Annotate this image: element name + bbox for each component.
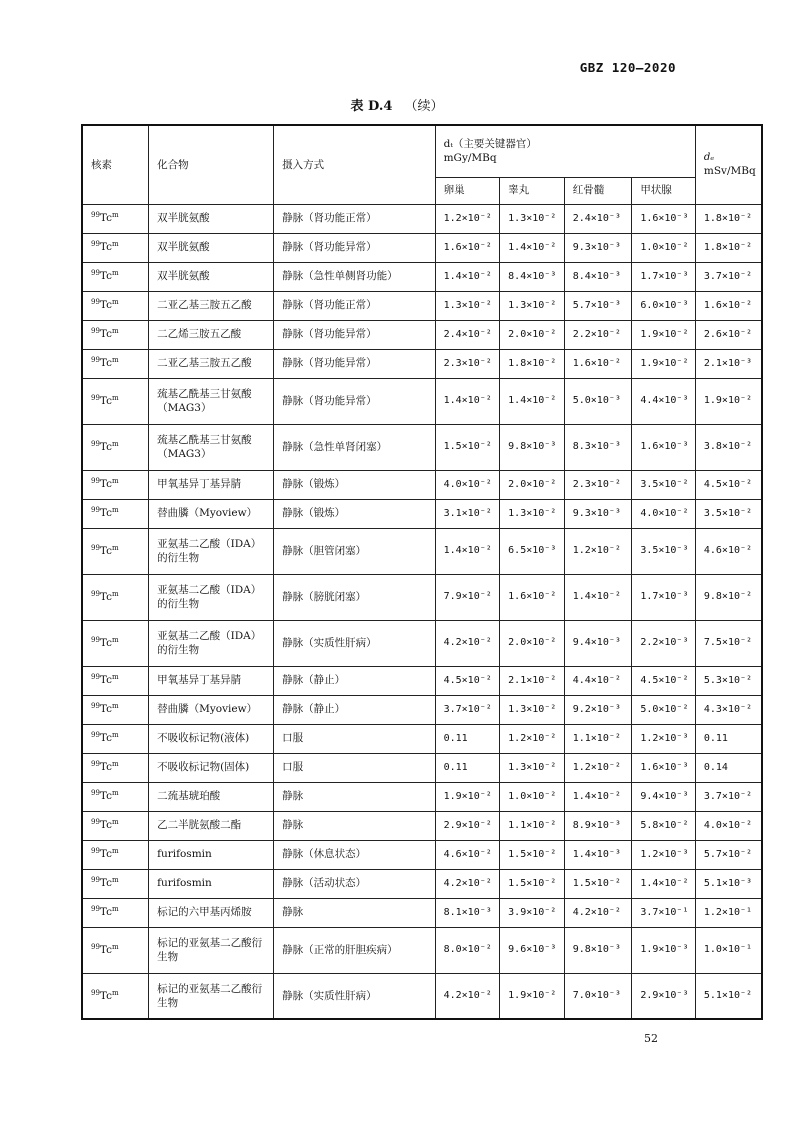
cell-ovary: 2.4×10⁻² xyxy=(435,320,500,349)
cell-effective-dose: 7.5×10⁻² xyxy=(695,620,762,666)
header-effective-unit: mSv/MBq xyxy=(703,165,756,178)
cell-compound: 亚氨基二乙酸（IDA）的衍生物 xyxy=(149,528,274,574)
cell-compound: 亚氨基二乙酸（IDA）的衍生物 xyxy=(149,620,274,666)
cell-compound: 不吸收标记物(固体) xyxy=(149,753,274,782)
cell-red-marrow: 1.5×10⁻² xyxy=(564,869,632,898)
cell-effective-dose: 1.6×10⁻² xyxy=(695,291,762,320)
table-caption-label: 表 D.4 xyxy=(350,99,393,114)
cell-red-marrow: 1.2×10⁻² xyxy=(564,528,632,574)
cell-effective-dose: 5.1×10⁻³ xyxy=(695,869,762,898)
table-row xyxy=(82,695,762,724)
cell-testis: 1.4×10⁻² xyxy=(500,378,565,424)
table-row xyxy=(82,470,762,499)
cell-thyroid: 1.9×10⁻² xyxy=(632,349,696,378)
cell-ovary: 1.6×10⁻² xyxy=(435,233,500,262)
table-row xyxy=(82,262,762,291)
cell-effective-dose: 1.9×10⁻² xyxy=(695,378,762,424)
cell-nuclide: $^{99}$Tc$^m$ xyxy=(82,499,149,528)
cell-nuclide: $^{99}$Tc$^m$ xyxy=(82,320,149,349)
cell-thyroid: 5.0×10⁻² xyxy=(632,695,696,724)
cell-red-marrow: 1.4×10⁻² xyxy=(564,782,632,811)
cell-thyroid: 1.9×10⁻² xyxy=(632,320,696,349)
cell-route: 静脉（膀胱闭塞） xyxy=(274,574,435,620)
table-row xyxy=(82,840,762,869)
cell-route: 静脉（休息状态） xyxy=(274,840,435,869)
header-red-marrow: 红骨髓 xyxy=(564,177,632,204)
table-row xyxy=(82,782,762,811)
cell-thyroid: 1.2×10⁻³ xyxy=(632,724,696,753)
cell-nuclide: $^{99}$Tc$^m$ xyxy=(82,666,149,695)
cell-ovary: 4.6×10⁻² xyxy=(435,840,500,869)
cell-red-marrow: 9.2×10⁻³ xyxy=(564,695,632,724)
cell-effective-dose: 9.8×10⁻² xyxy=(695,574,762,620)
cell-compound: furifosmin xyxy=(149,869,274,898)
cell-compound: 二巯基琥珀酸 xyxy=(149,782,274,811)
table-row xyxy=(82,499,762,528)
table-row xyxy=(82,233,762,262)
cell-effective-dose: 5.7×10⁻² xyxy=(695,840,762,869)
cell-compound: 替曲膦（Myoview） xyxy=(149,695,274,724)
cell-ovary: 3.7×10⁻² xyxy=(435,695,500,724)
cell-compound: 甲氧基异丁基异腈 xyxy=(149,666,274,695)
cell-route: 静脉（肾功能正常） xyxy=(274,204,435,233)
cell-thyroid: 1.6×10⁻³ xyxy=(632,424,696,470)
cell-testis: 8.4×10⁻³ xyxy=(500,262,565,291)
table-row xyxy=(82,320,762,349)
cell-effective-dose: 4.3×10⁻² xyxy=(695,695,762,724)
table-row xyxy=(82,378,762,424)
cell-effective-dose: 0.14 xyxy=(695,753,762,782)
header-effective-symbol: dₑ xyxy=(703,151,715,163)
cell-nuclide: $^{99}$Tc$^m$ xyxy=(82,378,149,424)
cell-ovary: 8.1×10⁻³ xyxy=(435,898,500,927)
cell-red-marrow: 1.4×10⁻³ xyxy=(564,840,632,869)
cell-compound: 标记的亚氨基二乙酸衍生物 xyxy=(149,927,274,973)
cell-effective-dose: 4.6×10⁻² xyxy=(695,528,762,574)
cell-route: 静脉（静止） xyxy=(274,666,435,695)
cell-testis: 1.5×10⁻² xyxy=(500,840,565,869)
cell-compound: 双半胱氨酸 xyxy=(149,233,274,262)
cell-ovary: 7.9×10⁻² xyxy=(435,574,500,620)
cell-route: 静脉 xyxy=(274,811,435,840)
cell-route: 静脉（胆管闭塞） xyxy=(274,528,435,574)
cell-testis: 2.0×10⁻² xyxy=(500,470,565,499)
cell-testis: 1.6×10⁻² xyxy=(500,574,565,620)
cell-red-marrow: 5.7×10⁻³ xyxy=(564,291,632,320)
cell-nuclide: $^{99}$Tc$^m$ xyxy=(82,840,149,869)
cell-effective-dose: 2.6×10⁻² xyxy=(695,320,762,349)
cell-compound: 二乙烯三胺五乙酸 xyxy=(149,320,274,349)
cell-effective-dose: 1.8×10⁻² xyxy=(695,204,762,233)
cell-route: 静脉（急性单侧肾功能） xyxy=(274,262,435,291)
cell-thyroid: 1.7×10⁻³ xyxy=(632,574,696,620)
cell-ovary: 4.5×10⁻² xyxy=(435,666,500,695)
cell-nuclide: $^{99}$Tc$^m$ xyxy=(82,470,149,499)
cell-nuclide: $^{99}$Tc$^m$ xyxy=(82,753,149,782)
cell-ovary: 3.1×10⁻² xyxy=(435,499,500,528)
cell-route: 静脉（肾功能正常） xyxy=(274,291,435,320)
header-thyroid: 甲状腺 xyxy=(632,177,696,204)
cell-effective-dose: 4.5×10⁻² xyxy=(695,470,762,499)
cell-compound: 双半胱氨酸 xyxy=(149,204,274,233)
cell-route: 口服 xyxy=(274,753,435,782)
table-row xyxy=(82,620,762,666)
cell-testis: 1.0×10⁻² xyxy=(500,782,565,811)
cell-testis: 2.1×10⁻² xyxy=(500,666,565,695)
cell-effective-dose: 1.8×10⁻² xyxy=(695,233,762,262)
cell-testis: 1.5×10⁻² xyxy=(500,869,565,898)
cell-red-marrow: 5.0×10⁻³ xyxy=(564,378,632,424)
cell-ovary: 2.3×10⁻² xyxy=(435,349,500,378)
cell-ovary: 8.0×10⁻² xyxy=(435,927,500,973)
table-body xyxy=(82,204,762,1019)
table-row xyxy=(82,927,762,973)
cell-compound: 不吸收标记物(液体) xyxy=(149,724,274,753)
cell-effective-dose: 2.1×10⁻³ xyxy=(695,349,762,378)
cell-red-marrow: 2.4×10⁻³ xyxy=(564,204,632,233)
table-caption xyxy=(0,95,794,114)
cell-nuclide: $^{99}$Tc$^m$ xyxy=(82,620,149,666)
cell-thyroid: 1.6×10⁻³ xyxy=(632,753,696,782)
cell-testis: 1.3×10⁻² xyxy=(500,753,565,782)
cell-red-marrow: 1.4×10⁻² xyxy=(564,574,632,620)
cell-compound: 巯基乙酰基三甘氨酸（MAG3） xyxy=(149,378,274,424)
cell-thyroid: 2.9×10⁻³ xyxy=(632,973,696,1019)
cell-compound: 标记的六甲基丙烯胺 xyxy=(149,898,274,927)
cell-testis: 1.3×10⁻² xyxy=(500,204,565,233)
cell-red-marrow: 9.4×10⁻³ xyxy=(564,620,632,666)
cell-thyroid: 3.5×10⁻² xyxy=(632,470,696,499)
cell-route: 静脉（急性单肾闭塞） xyxy=(274,424,435,470)
cell-ovary: 1.9×10⁻² xyxy=(435,782,500,811)
cell-route: 静脉（正常的肝胆疾病） xyxy=(274,927,435,973)
cell-thyroid: 6.0×10⁻³ xyxy=(632,291,696,320)
cell-effective-dose: 0.11 xyxy=(695,724,762,753)
cell-thyroid: 1.9×10⁻³ xyxy=(632,927,696,973)
cell-ovary: 1.4×10⁻² xyxy=(435,262,500,291)
cell-ovary: 1.4×10⁻² xyxy=(435,378,500,424)
cell-effective-dose: 1.2×10⁻¹ xyxy=(695,898,762,927)
cell-compound: 标记的亚氨基二乙酸衍生物 xyxy=(149,973,274,1019)
cell-thyroid: 9.4×10⁻³ xyxy=(632,782,696,811)
cell-route: 静脉（锻炼） xyxy=(274,470,435,499)
cell-compound: furifosmin xyxy=(149,840,274,869)
cell-testis: 1.3×10⁻² xyxy=(500,695,565,724)
cell-compound: 双半胱氨酸 xyxy=(149,262,274,291)
cell-red-marrow: 7.0×10⁻³ xyxy=(564,973,632,1019)
cell-nuclide: $^{99}$Tc$^m$ xyxy=(82,424,149,470)
cell-route: 静脉 xyxy=(274,898,435,927)
table-row xyxy=(82,973,762,1019)
cell-effective-dose: 3.8×10⁻² xyxy=(695,424,762,470)
cell-nuclide: $^{99}$Tc$^m$ xyxy=(82,574,149,620)
cell-red-marrow: 2.3×10⁻² xyxy=(564,470,632,499)
table-row xyxy=(82,666,762,695)
cell-thyroid: 1.0×10⁻² xyxy=(632,233,696,262)
cell-testis: 1.1×10⁻² xyxy=(500,811,565,840)
cell-nuclide: $^{99}$Tc$^m$ xyxy=(82,291,149,320)
cell-red-marrow: 2.2×10⁻² xyxy=(564,320,632,349)
cell-red-marrow: 1.1×10⁻² xyxy=(564,724,632,753)
cell-effective-dose: 5.1×10⁻² xyxy=(695,973,762,1019)
cell-testis: 1.3×10⁻² xyxy=(500,499,565,528)
cell-red-marrow: 9.3×10⁻³ xyxy=(564,499,632,528)
cell-testis: 1.4×10⁻² xyxy=(500,233,565,262)
cell-thyroid: 1.4×10⁻² xyxy=(632,869,696,898)
cell-route: 口服 xyxy=(274,724,435,753)
cell-effective-dose: 3.5×10⁻² xyxy=(695,499,762,528)
cell-thyroid: 4.5×10⁻² xyxy=(632,666,696,695)
cell-ovary: 0.11 xyxy=(435,753,500,782)
cell-testis: 1.9×10⁻² xyxy=(500,973,565,1019)
cell-route: 静脉（实质性肝病） xyxy=(274,620,435,666)
cell-thyroid: 3.5×10⁻³ xyxy=(632,528,696,574)
cell-red-marrow: 4.4×10⁻² xyxy=(564,666,632,695)
header-effective xyxy=(695,125,762,204)
header-compound: 化合物 xyxy=(149,125,274,204)
cell-thyroid: 1.2×10⁻³ xyxy=(632,840,696,869)
cell-ovary: 2.9×10⁻² xyxy=(435,811,500,840)
cell-red-marrow: 8.4×10⁻³ xyxy=(564,262,632,291)
cell-testis: 2.0×10⁻² xyxy=(500,320,565,349)
cell-ovary: 4.0×10⁻² xyxy=(435,470,500,499)
cell-red-marrow: 1.2×10⁻² xyxy=(564,753,632,782)
cell-route: 静脉 xyxy=(274,782,435,811)
cell-compound: 甲氧基异丁基异腈 xyxy=(149,470,274,499)
cell-route: 静脉（肾功能异常） xyxy=(274,233,435,262)
table-row xyxy=(82,204,762,233)
cell-red-marrow: 4.2×10⁻² xyxy=(564,898,632,927)
cell-effective-dose: 3.7×10⁻² xyxy=(695,262,762,291)
cell-testis: 1.8×10⁻² xyxy=(500,349,565,378)
cell-red-marrow: 9.3×10⁻³ xyxy=(564,233,632,262)
cell-compound: 二亚乙基三胺五乙酸 xyxy=(149,291,274,320)
table-row xyxy=(82,898,762,927)
cell-effective-dose: 5.3×10⁻² xyxy=(695,666,762,695)
cell-nuclide: $^{99}$Tc$^m$ xyxy=(82,528,149,574)
cell-thyroid: 1.7×10⁻³ xyxy=(632,262,696,291)
cell-ovary: 1.5×10⁻² xyxy=(435,424,500,470)
cell-nuclide: $^{99}$Tc$^m$ xyxy=(82,262,149,291)
table-row xyxy=(82,528,762,574)
cell-effective-dose: 4.0×10⁻² xyxy=(695,811,762,840)
cell-compound: 二亚乙基三胺五乙酸 xyxy=(149,349,274,378)
cell-nuclide: $^{99}$Tc$^m$ xyxy=(82,724,149,753)
cell-testis: 3.9×10⁻² xyxy=(500,898,565,927)
cell-compound: 乙二半胱氨酸二酯 xyxy=(149,811,274,840)
header-organ-group xyxy=(435,125,695,177)
cell-nuclide: $^{99}$Tc$^m$ xyxy=(82,204,149,233)
table-row xyxy=(82,291,762,320)
cell-compound: 亚氨基二乙酸（IDA）的衍生物 xyxy=(149,574,274,620)
cell-route: 静脉（活动状态） xyxy=(274,869,435,898)
header-ovary: 卵巢 xyxy=(435,177,500,204)
standard-code: GBZ 120—2020 xyxy=(579,60,676,75)
cell-ovary: 4.2×10⁻² xyxy=(435,869,500,898)
cell-thyroid: 4.0×10⁻² xyxy=(632,499,696,528)
table-caption-continued: （续） xyxy=(404,99,444,114)
cell-nuclide: $^{99}$Tc$^m$ xyxy=(82,233,149,262)
table-row xyxy=(82,349,762,378)
cell-nuclide: $^{99}$Tc$^m$ xyxy=(82,782,149,811)
cell-thyroid: 2.2×10⁻³ xyxy=(632,620,696,666)
cell-ovary: 1.2×10⁻² xyxy=(435,204,500,233)
header-route: 摄入方式 xyxy=(274,125,435,204)
header-nuclide: 核素 xyxy=(82,125,149,204)
cell-nuclide: $^{99}$Tc$^m$ xyxy=(82,811,149,840)
cell-nuclide: $^{99}$Tc$^m$ xyxy=(82,927,149,973)
cell-route: 静脉（静止） xyxy=(274,695,435,724)
cell-effective-dose: 3.7×10⁻² xyxy=(695,782,762,811)
cell-red-marrow: 9.8×10⁻³ xyxy=(564,927,632,973)
cell-thyroid: 1.6×10⁻³ xyxy=(632,204,696,233)
page-number: 52 xyxy=(644,1032,658,1045)
cell-route: 静脉（实质性肝病） xyxy=(274,973,435,1019)
cell-ovary: 4.2×10⁻² xyxy=(435,620,500,666)
cell-thyroid: 4.4×10⁻³ xyxy=(632,378,696,424)
cell-testis: 9.8×10⁻³ xyxy=(500,424,565,470)
cell-red-marrow: 8.3×10⁻³ xyxy=(564,424,632,470)
cell-route: 静脉（锻炼） xyxy=(274,499,435,528)
cell-nuclide: $^{99}$Tc$^m$ xyxy=(82,973,149,1019)
header-organ-group-unit: mGy/MBq xyxy=(443,152,497,165)
cell-ovary: 0.11 xyxy=(435,724,500,753)
cell-nuclide: $^{99}$Tc$^m$ xyxy=(82,349,149,378)
cell-testis: 9.6×10⁻³ xyxy=(500,927,565,973)
cell-nuclide: $^{99}$Tc$^m$ xyxy=(82,869,149,898)
cell-thyroid: 5.8×10⁻² xyxy=(632,811,696,840)
cell-compound: 巯基乙酰基三甘氨酸（MAG3） xyxy=(149,424,274,470)
table-row xyxy=(82,869,762,898)
cell-ovary: 1.4×10⁻² xyxy=(435,528,500,574)
cell-route: 静脉（肾功能异常） xyxy=(274,349,435,378)
cell-testis: 1.2×10⁻² xyxy=(500,724,565,753)
header-organ-group-title: dₜ（主要关键器官） xyxy=(443,138,537,151)
cell-effective-dose: 1.0×10⁻¹ xyxy=(695,927,762,973)
table-row xyxy=(82,424,762,470)
dose-table xyxy=(81,124,763,1020)
cell-testis: 1.3×10⁻² xyxy=(500,291,565,320)
cell-ovary: 4.2×10⁻² xyxy=(435,973,500,1019)
cell-testis: 6.5×10⁻³ xyxy=(500,528,565,574)
table-row xyxy=(82,574,762,620)
cell-ovary: 1.3×10⁻² xyxy=(435,291,500,320)
cell-route: 静脉（肾功能异常） xyxy=(274,378,435,424)
table-row xyxy=(82,753,762,782)
table-row xyxy=(82,724,762,753)
cell-red-marrow: 1.6×10⁻² xyxy=(564,349,632,378)
cell-nuclide: $^{99}$Tc$^m$ xyxy=(82,898,149,927)
cell-compound: 替曲膦（Myoview） xyxy=(149,499,274,528)
header-testis: 睾丸 xyxy=(500,177,565,204)
cell-route: 静脉（肾功能异常） xyxy=(274,320,435,349)
cell-thyroid: 3.7×10⁻¹ xyxy=(632,898,696,927)
cell-nuclide: $^{99}$Tc$^m$ xyxy=(82,695,149,724)
table-row xyxy=(82,811,762,840)
cell-red-marrow: 8.9×10⁻³ xyxy=(564,811,632,840)
cell-testis: 2.0×10⁻² xyxy=(500,620,565,666)
